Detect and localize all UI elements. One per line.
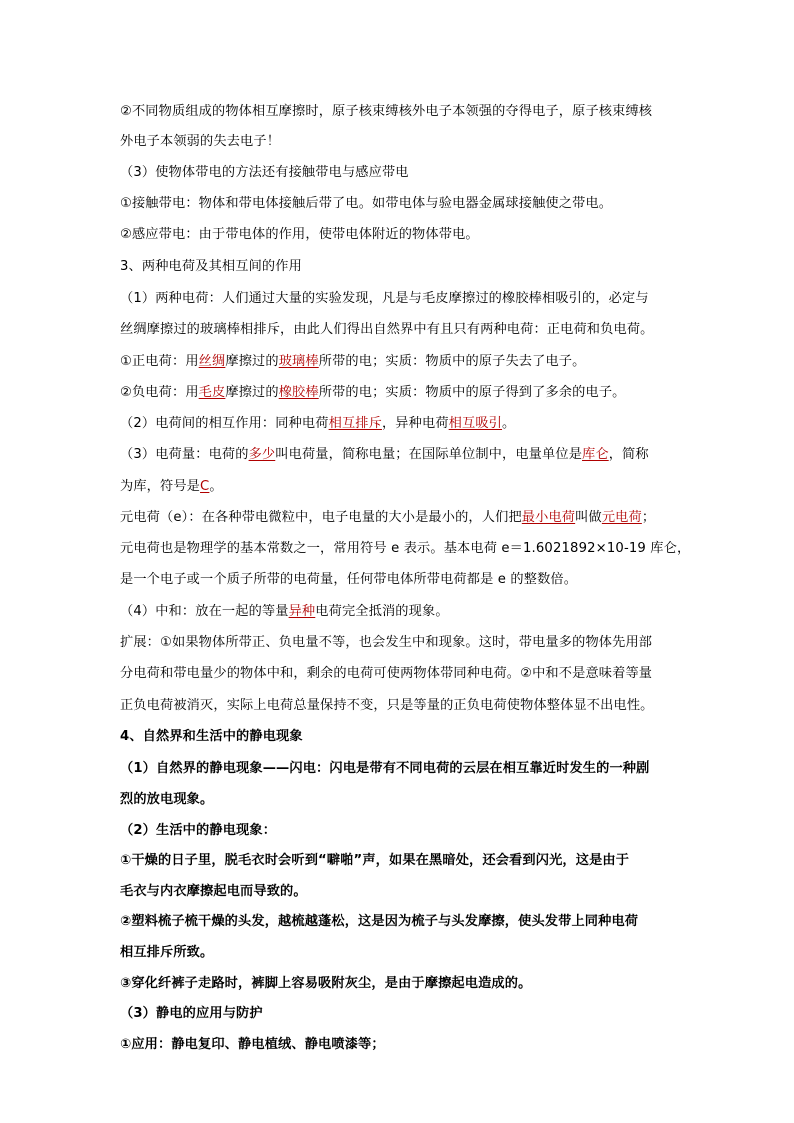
text-segment: ，异种电荷 (381, 416, 449, 431)
text-segment: （3）电荷量：电荷的 (120, 447, 249, 462)
text-segment: （1）自然界的静电现象——闪电：闪电是带有不同电荷的云层在相互靠近时发生的一种剧 (120, 761, 650, 776)
text-line (120, 634, 652, 652)
text-line (120, 258, 302, 276)
text-line (120, 195, 612, 213)
text-line (120, 384, 626, 402)
text-segment: 毛衣与内衣摩擦起电而导致的。 (120, 884, 307, 899)
text-segment: 分电荷和带电量少的物体中和，剩余的电荷可使两物体带同种电荷。②中和不是意味着等量 (120, 666, 653, 681)
text-segment: 相互排斥所致。 (120, 945, 214, 960)
text-line (120, 103, 652, 121)
highlighted-term: 毛皮 (198, 385, 226, 400)
text-line (120, 883, 307, 901)
text-segment: ； (641, 510, 656, 525)
text-segment: 摩擦过的 (225, 354, 279, 369)
text-line (120, 1036, 385, 1054)
text-line (120, 133, 280, 151)
text-segment: 。 (209, 479, 223, 494)
text-segment: ①接触带电：物体和带电体接触后带了电。如带电体与验电器金属球接触使之带电。 (120, 196, 613, 211)
text-segment: 4、自然界和生活中的静电现象 (120, 729, 303, 744)
highlighted-term: 相互吸引 (448, 416, 503, 431)
text-segment: ①正电荷：用 (120, 354, 199, 369)
text-segment: ②不同物质组成的物体相互摩擦时，原子核束缚核外电子本领强的夺得电子，原子核束缚核 (120, 104, 653, 119)
highlighted-term: 最小电荷 (521, 510, 576, 525)
text-line (120, 975, 531, 993)
text-segment: 元电荷也是物理学的基本常数之一，常用符号 e 表示。基本电荷 e＝1.6021892×10-19 库仑， (120, 541, 691, 556)
text-segment: ②塑料梳子梳干燥的头发，越梳越蓬松，这是因为梳子与头发摩擦，使头发带上同种电荷 (120, 914, 639, 929)
text-segment: 外电子本领弱的失去电子！ (120, 134, 281, 149)
text-line (120, 290, 649, 308)
text-segment: ①干燥的日子里，脱毛衣时会听到“噼啪”声，如果在黑暗处，还会看到闪光，这是由于 (120, 853, 630, 868)
text-segment: ③穿化纤裤子走路时，裤脚上容易吸附灰尘，是由于摩擦起电造成的。 (120, 976, 532, 991)
text-segment: 扩展：①如果物体所带正、负电量不等，也会发生中和现象。这时，带电量多的物体先用部 (120, 635, 653, 650)
text-line (120, 164, 409, 182)
text-segment: 3、两种电荷及其相互间的作用 (120, 259, 302, 274)
text-line (120, 822, 276, 840)
text-line (120, 760, 650, 778)
text-segment: 摩擦过的 (225, 385, 279, 400)
text-line (120, 226, 479, 244)
text-segment: 叫电荷量，简称电量；在国际单位制中，电量单位是 (275, 447, 583, 462)
text-segment: 叫做 (575, 510, 602, 525)
text-line (120, 944, 213, 962)
text-segment: （1）两种电荷：人们通过大量的实验发现，凡是与毛皮摩擦过的橡胶棒相吸引的，必定与 (120, 291, 649, 306)
highlighted-term: 丝绸 (198, 354, 226, 369)
text-segment: （3）静电的应用与防护 (120, 1006, 263, 1021)
highlighted-term: 元电荷 (601, 510, 642, 525)
text-segment: 丝绸摩擦过的玻璃棒相排斥，由此人们得出自然界中有且只有两种电荷：正电荷和负电荷。 (120, 322, 654, 337)
text-segment: ②感应带电：由于带电体的作用，使带电体附近的物体带电。 (120, 227, 479, 242)
text-line (120, 852, 629, 870)
highlighted-term: 玻璃棒 (278, 354, 319, 369)
text-segment: （3）使物体带电的方法还有接触带电与感应带电 (120, 165, 409, 180)
text-line (120, 571, 577, 589)
text-segment: 烈的放电现象。 (120, 792, 214, 807)
text-segment: （2）电荷间的相互作用：同种电荷 (120, 416, 329, 431)
text-line (120, 603, 449, 621)
text-segment: 正负电荷被消灭，实际上电荷总量保持不变，只是等量的正负电荷使物体整体显不出电性。 (120, 698, 654, 713)
text-line (120, 540, 690, 558)
text-segment: 所带的电；实质：物质中的原子得到了多余的电子。 (318, 385, 626, 400)
text-segment: 所带的电；实质：物质中的原子失去了电子。 (318, 354, 586, 369)
highlighted-term: 相互排斥 (328, 416, 382, 431)
text-line (120, 728, 303, 746)
text-line (120, 353, 585, 371)
highlighted-term: 橡胶棒 (278, 385, 319, 400)
text-line (120, 791, 213, 809)
text-line (120, 509, 655, 527)
text-line (120, 1005, 263, 1023)
text-line (120, 665, 652, 683)
text-segment: （4）中和：放在一起的等量 (120, 604, 289, 619)
text-line (120, 321, 654, 339)
text-segment: 为库，符号是 (120, 479, 201, 494)
text-segment: ，简称 (608, 447, 649, 462)
highlighted-term: 多少 (248, 447, 276, 462)
text-line (120, 415, 515, 433)
text-segment: ①应用：静电复印、静电植绒、静电喷漆等； (120, 1037, 385, 1052)
text-segment: 。 (502, 416, 516, 431)
text-segment: 是一个电子或一个质子所带的电荷量，任何带电体所带电荷都是 e 的整数倍。 (120, 572, 578, 587)
text-segment: ②负电荷：用 (120, 385, 199, 400)
text-line (120, 446, 649, 464)
highlighted-term: C (200, 479, 210, 494)
text-line (120, 478, 223, 496)
text-segment: 电荷完全抵消的现象。 (315, 604, 449, 619)
text-line (120, 913, 638, 931)
text-line (120, 697, 654, 715)
highlighted-term: 库仑 (582, 447, 609, 462)
text-segment: （2）生活中的静电现象： (120, 823, 277, 838)
text-segment: 元电荷（e）：在各种带电微粒中，电子电量的大小是最小的，人们把 (120, 510, 522, 525)
highlighted-term: 异种 (288, 604, 316, 619)
